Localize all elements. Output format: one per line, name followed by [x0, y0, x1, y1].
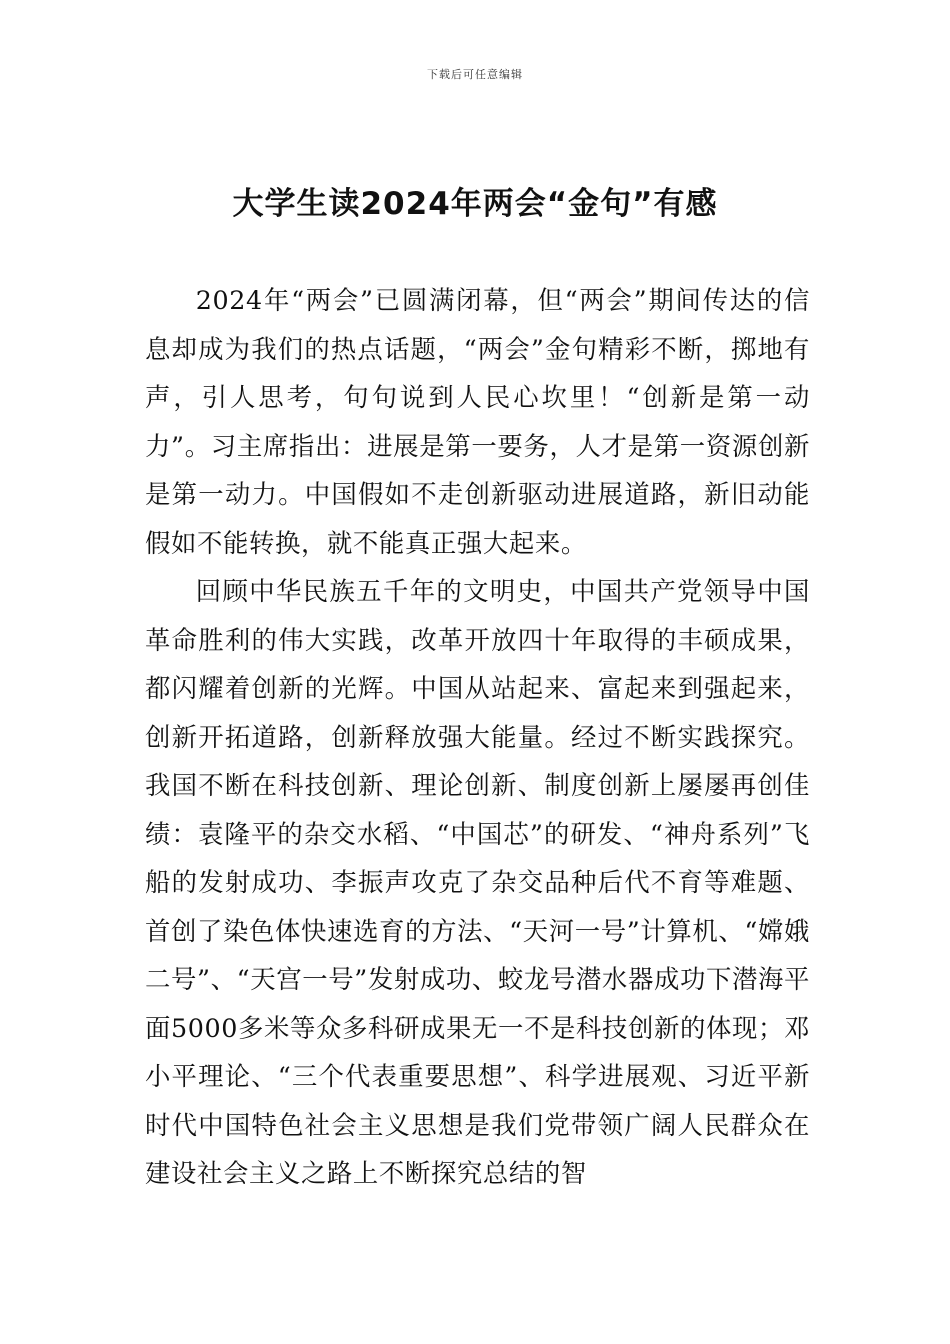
paragraph-1: 2024年“两会”已圆满闭幕，但“两会”期间传达的信息却成为我们的热点话题，“两会”金句精彩不断，掷地有声，引人思考，句句说到人民心坎里！“创新是第一动力”。习主席指出：进展是第一要务，人才是第一资源创新是第一动力。中国假如不走创新驱动进展道路，新旧动能假如不能转换，就不能真正强大起来。: [145, 285, 810, 558]
paragraph-2: 回顾中华民族五千年的文明史，中国共产党领导中国革命胜利的伟大实践，改革开放四十年取得的丰硕成果，都闪耀着创新的光辉。中国从站起来、富起来到强起来，创新开拓道路，创新释放强大能量。经过不断实践探究。我国不断在科技创新、理论创新、制度创新上屡屡再创佳绩：袁隆平的杂交水稻、“中国芯”的研发、“神舟系列”飞船的发射成功、李振声攻克了杂交品种后代不育等难题、首创了染色体快速选育的方法、“天河一号”计算机、“嫦娥二号”、“天宫一号”发射成功、蛟龙号潜水器成功下潜海平面5000多米等众多科研成果无一不是科技创新的体现；邓小平理论、“三个代表重要思想”、科学进展观、习近平新时代中国特色社会主义思想是我们党带领广阔人民群众在建设社会主义之路上不断探究总结的智: [145, 576, 810, 1188]
page-header-note: 下载后可任意编辑: [427, 68, 523, 81]
document-title: 大学生读2024年两会“金句”有感: [232, 186, 718, 222]
document-body: [145, 276, 810, 1198]
